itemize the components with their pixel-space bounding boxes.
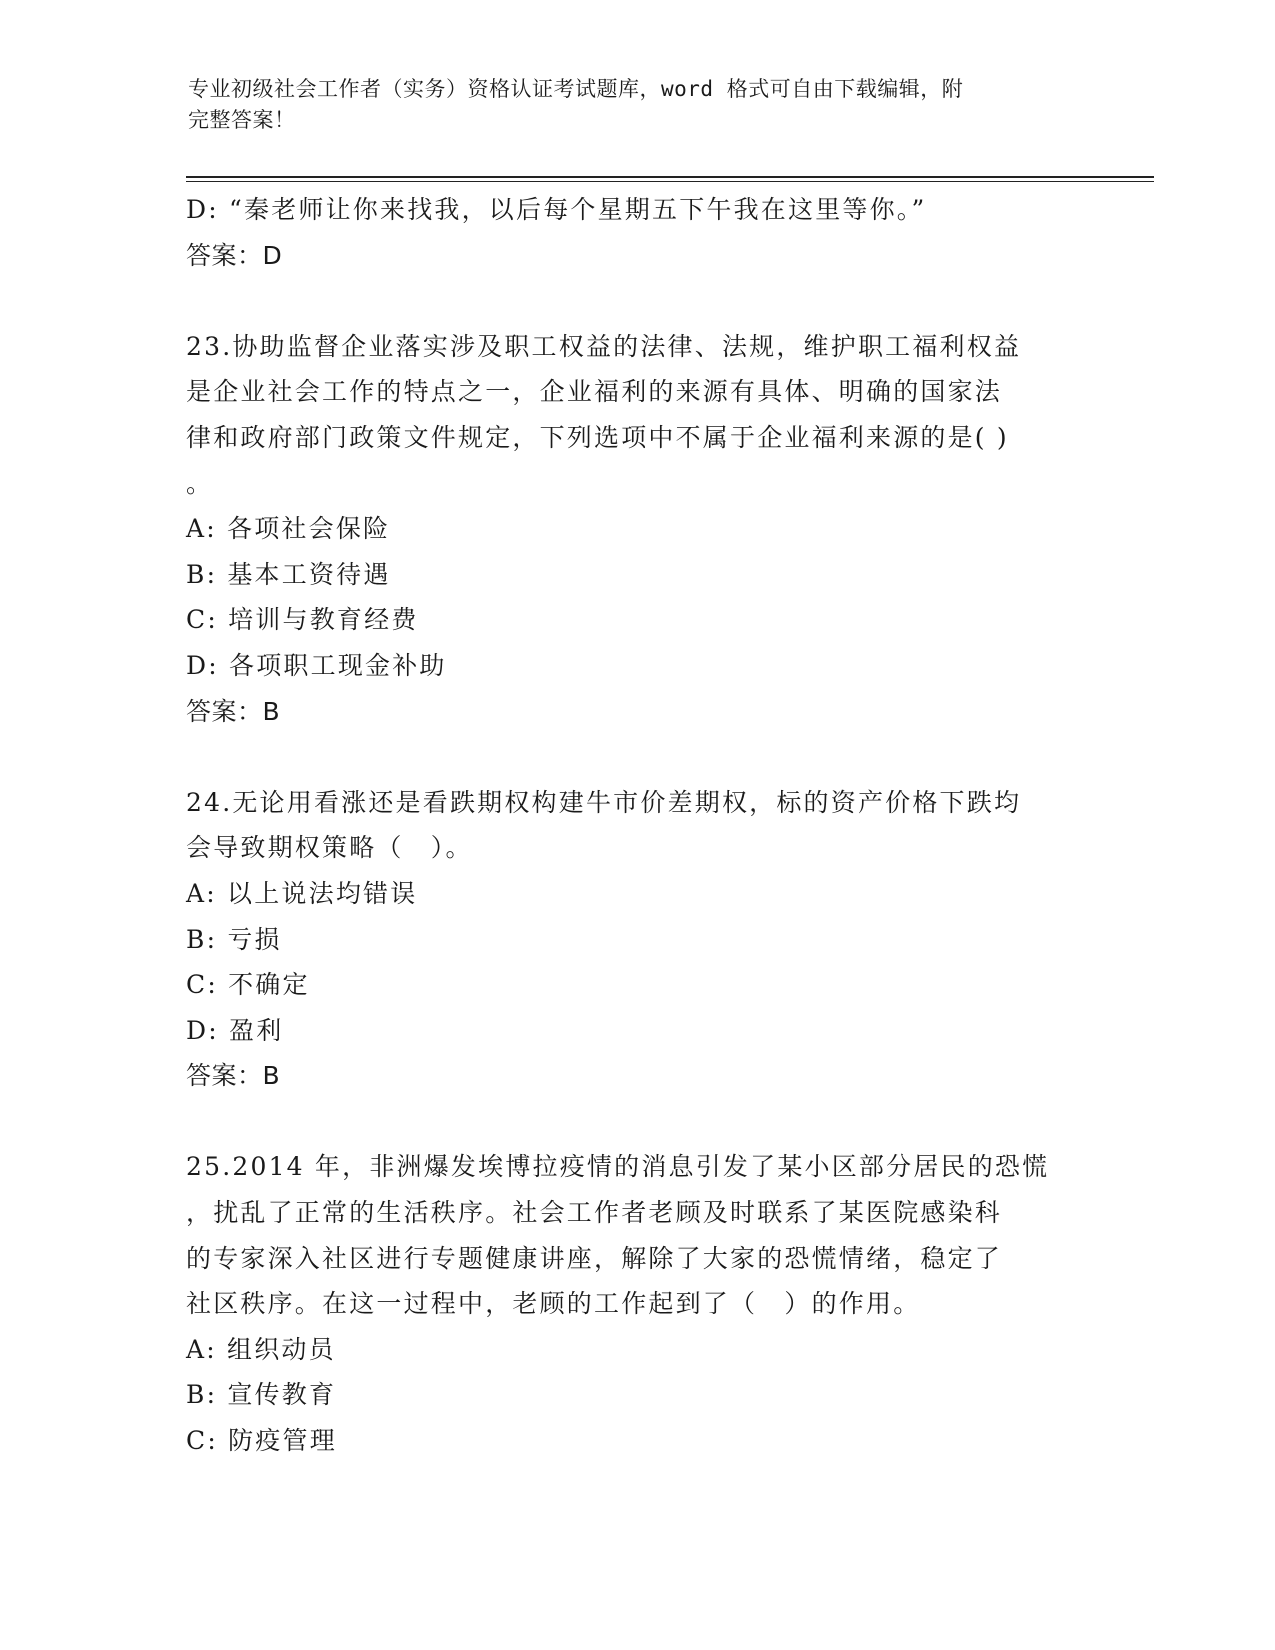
question-23 bbox=[186, 324, 1086, 734]
document-header bbox=[188, 74, 1068, 136]
question-text-line: 律和政府部门政策文件规定，下列选项中不属于企业福利来源的是( ) bbox=[186, 422, 1009, 452]
question-text-line: 会导致期权策略（ ）。 bbox=[186, 833, 473, 863]
header-rule-thin bbox=[186, 181, 1154, 182]
question-25 bbox=[186, 1144, 1086, 1463]
option-b: B: 宣传教育 bbox=[186, 1380, 337, 1410]
question-text-line: 。 bbox=[186, 468, 214, 498]
option-a: A: 组织动员 bbox=[186, 1334, 336, 1364]
question-text-line: 是企业社会工作的特点之一，企业福利的来源有具体、明确的国家法 bbox=[186, 377, 1003, 407]
header-line-1: 专业初级社会工作者（实务）资格认证考试题库，word 格式可自由下载编辑，附 bbox=[188, 77, 964, 101]
option-a: A: 以上说法均错误 bbox=[186, 878, 418, 908]
option-d: D: 盈利 bbox=[186, 1015, 284, 1045]
option-c: C: 防疫管理 bbox=[186, 1426, 337, 1456]
header-rule-thick bbox=[186, 176, 1154, 178]
question-text-line: 25.2014 年，非洲爆发埃博拉疫情的消息引发了某小区部分居民的恐慌 bbox=[186, 1152, 1050, 1182]
spacer bbox=[186, 1099, 1086, 1145]
option-c: C: 培训与教育经费 bbox=[186, 605, 419, 635]
option-b: B: 亏损 bbox=[186, 924, 282, 954]
header-line-2: 完整答案！ bbox=[188, 108, 296, 132]
question-24 bbox=[186, 780, 1086, 1099]
question-text-line: ，扰乱了正常的生活秩序。社会工作者老顾及时联系了某医院感染科 bbox=[186, 1198, 1003, 1228]
question-text-line: 24.无论用看涨还是看跌期权构建牛市价差期权，标的资产价格下跌均 bbox=[186, 787, 1022, 817]
prev-option-d: D: “秦老师让你来找我，以后每个星期五下午我在这里等你。” bbox=[186, 195, 927, 224]
question-content bbox=[186, 187, 1086, 1464]
option-a: A: 各项社会保险 bbox=[186, 514, 391, 544]
option-b: B: 基本工资待遇 bbox=[186, 559, 391, 589]
option-d: D: 各项职工现金补助 bbox=[186, 650, 447, 680]
answer: 答案：B bbox=[186, 1061, 281, 1091]
spacer bbox=[186, 734, 1086, 780]
question-text-line: 的专家深入社区进行专题健康讲座，解除了大家的恐慌情绪，稳定了 bbox=[186, 1243, 1003, 1273]
question-text-line: 社区秩序。在这一过程中，老顾的工作起到了（ ）的作用。 bbox=[186, 1289, 921, 1319]
question-text-line: 23.协助监督企业落实涉及职工权益的法律、法规，维护职工福利权益 bbox=[186, 331, 1022, 361]
option-c: C: 不确定 bbox=[186, 970, 310, 1000]
prev-answer: 答案：D bbox=[186, 240, 283, 270]
spacer bbox=[186, 278, 1086, 324]
answer: 答案：B bbox=[186, 696, 281, 726]
